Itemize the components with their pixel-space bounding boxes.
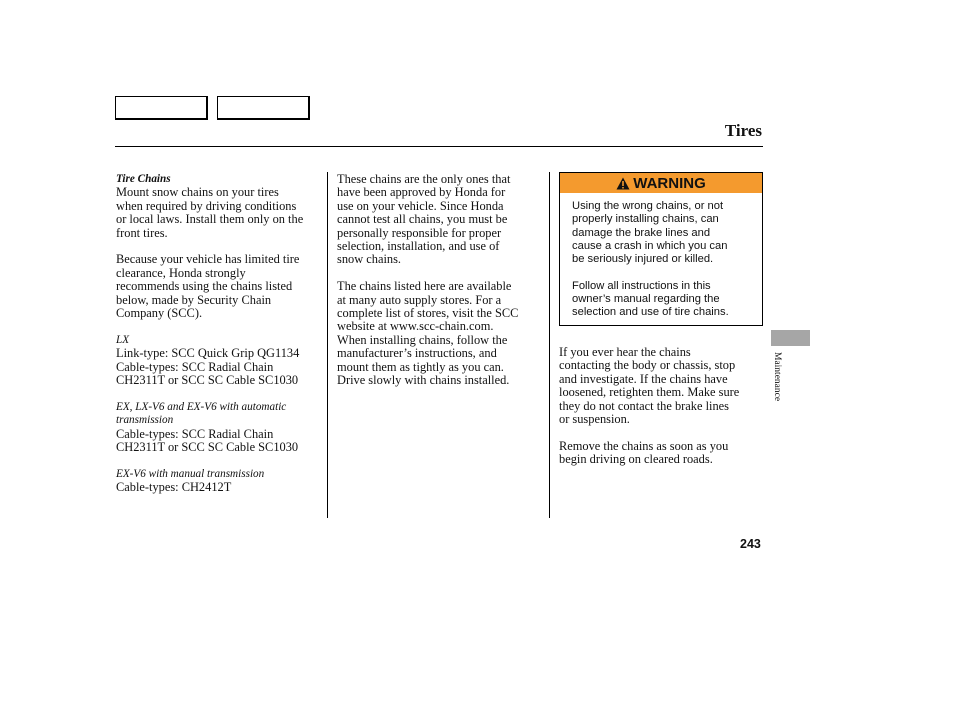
paragraph [337,173,543,267]
text-line: properly installing chains, can [572,213,719,226]
column-3 [559,346,765,467]
text-line: snow chains. [337,252,402,267]
text-line: complete list of stores, visit the SCC [337,306,519,321]
paragraph: Cable-types: CH2412T [116,480,232,495]
text-line: manufacturer’s instructions, and [337,346,497,361]
column-divider-1 [327,172,328,518]
text-line: clearance, Honda strongly [116,265,246,280]
column-divider-2 [549,172,550,518]
page-title: Tires [724,121,762,140]
text-line: front tires. [116,225,168,240]
section-tab[interactable] [771,330,810,346]
warning-text [572,200,758,320]
text-line: selection, installation, and use of [337,239,500,254]
header-rule [115,146,763,147]
text-line: damage the brake lines and [572,226,711,239]
text-line: recommends using the chains listed [116,279,293,294]
text-line: If you ever hear the chains [559,345,691,359]
text-line: EX, LX-V6 and EX-V6 with automatic [116,400,287,413]
warning-label: WARNING [633,174,706,192]
paragraph [116,186,322,240]
warning-triangle-icon [616,177,630,190]
text-line: Drive slowly with chains installed. [337,373,510,388]
text-line: contacting the body or chassis, stop [559,358,736,373]
warning-header [560,173,762,193]
text-line: transmission [116,414,174,427]
text-line: CH2311T or SCC SC Cable SC1030 [116,373,299,388]
paragraph [572,200,758,266]
column-2 [337,173,543,387]
text-line: Mount snow chains on your tires [116,185,279,200]
text-line: and investigate. If the chains have [559,371,728,386]
paragraph [337,280,543,387]
text-line: mount them as tightly as you can. [337,359,504,374]
text-line: be seriously injured or killed. [572,253,714,266]
text-line: Follow all instructions in this [572,279,711,292]
text-line: they do not contact the brake lines [559,398,729,413]
page-number: 243 [740,537,761,551]
text-line: below, made by Security Chain [116,292,272,307]
paragraph [116,428,322,455]
text-line: Cable-types: SCC Radial Chain [116,426,274,441]
section-label: Maintenance [772,352,782,402]
paragraph [572,280,758,320]
text-line: When installing chains, follow the [337,332,508,347]
model-label-lx: LX [116,333,130,346]
text-line: loosened, retighten them. Make sure [559,385,740,400]
text-line: when required by driving conditions [116,198,297,213]
warning-box [559,172,763,326]
text-line: or local laws. Install them only on the [116,212,304,227]
text-line: The chains listed here are available [337,279,512,294]
text-line: owner’s manual regarding the [572,293,720,306]
text-line: Because your vehicle has limited tire [116,252,300,267]
text-line: Remove the chains as soon as you [559,438,729,453]
text-line: Company (SCC). [116,306,203,321]
text-line: website at www.scc-chain.com. [337,319,494,334]
nav-button-contents[interactable] [115,96,208,120]
text-line: begin driving on cleared roads. [559,452,713,467]
section-heading-tire-chains: Tire Chains [116,173,171,185]
paragraph [116,253,322,320]
text-line: cannot test all chains, you must be [337,212,508,227]
text-line: Cable-types: SCC Radial Chain [116,359,274,374]
text-line: use on your vehicle. Since Honda [337,198,504,213]
text-line: Using the wrong chains, or not [572,200,724,212]
model-label-ex [116,401,322,428]
text-line: CH2311T or SCC SC Cable SC1030 [116,440,299,455]
text-line: at many auto supply stores. For a [337,292,502,307]
text-line: These chains are the only ones that [337,172,511,186]
paragraph [559,346,765,426]
paragraph [116,347,322,387]
text-line: personally responsible for proper [337,225,502,240]
text-line: cause a crash in which you can [572,239,728,252]
text-line: Link-type: SCC Quick Grip QG1134 [116,346,300,361]
text-line: have been approved by Honda for [337,185,506,200]
model-label-exv6-manual: EX-V6 with manual transmission [116,467,265,480]
nav-button-index[interactable] [217,96,310,120]
text-line: or suspension. [559,412,630,427]
paragraph [559,440,765,467]
column-1 [116,173,322,495]
text-line: selection and use of tire chains. [572,306,729,319]
